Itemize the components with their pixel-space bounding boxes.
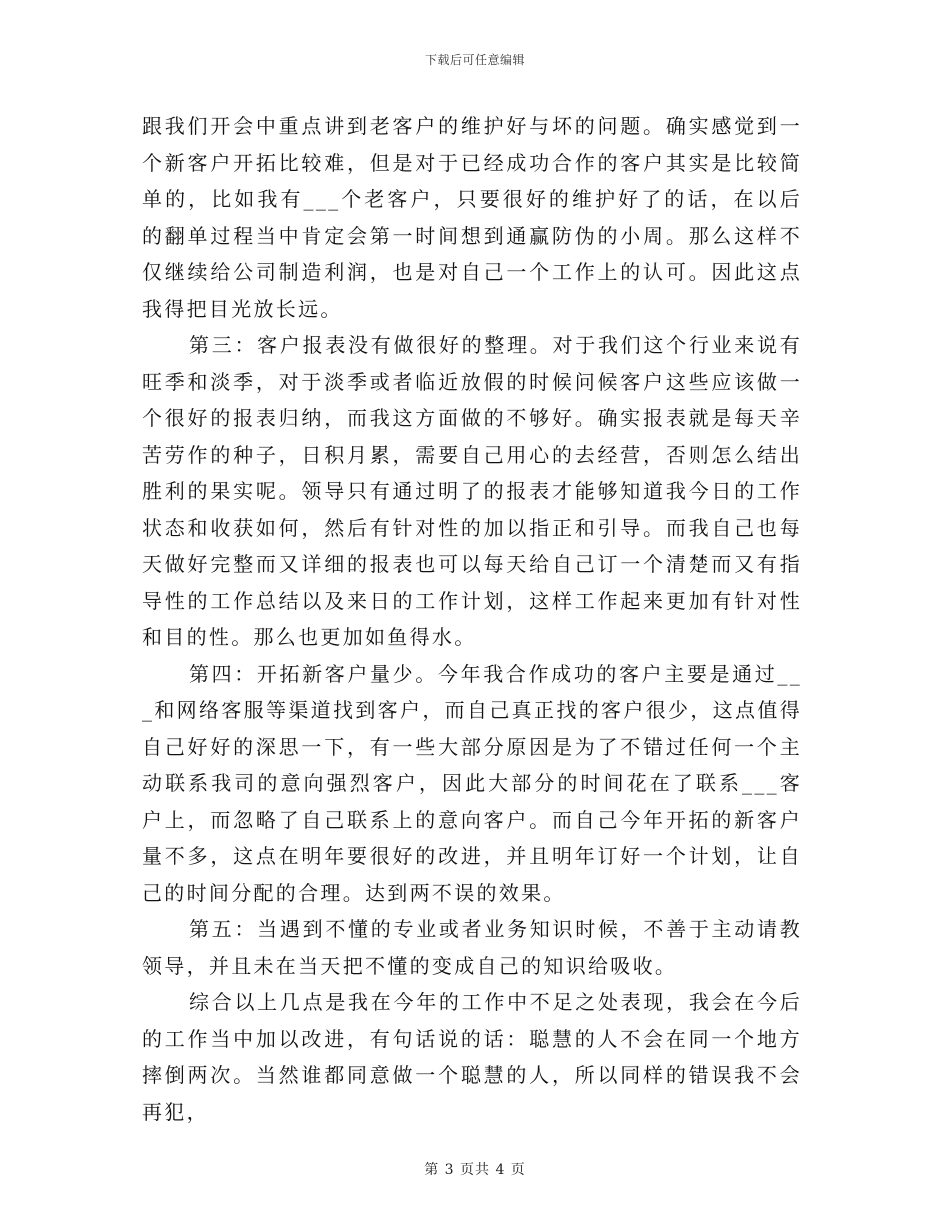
page-header: 下载后可任意编辑 [424,53,525,67]
paragraph-continuation: 跟我们开会中重点讲到老客户的维护好与坏的问题。确实感觉到一个新客户开拓比较难，但是对于已经成功合作的客户其实是比较简单的，比如我有___个老客户，只要很好的维护好了的话，在以后的翻单过程当中肯定会第一时间想到通赢防伪的小周。那么这样不仅继续给公司制造利润，也是对自己一个工作上的认可。因此这点我得把目光放长远。 [142,114,802,321]
document-body [142,108,802,1130]
paragraph-summary: 综合以上几点是我在今年的工作中不足之处表现，我会在今后的工作当中加以改进，有句话说的话：聪慧的人不会在同一个地方摔倒两次。当然谁都同意做一个聪慧的人，所以同样的错误我不会再犯， [142,990,802,1124]
paragraph-point-five: 第五：当遇到不懂的专业或者业务知识时候，不善于主动请教领导，并且未在当天把不懂的变成自己的知识给吸收。 [142,917,802,978]
paragraph-point-three: 第三：客户报表没有做很好的整理。对于我们这个行业来说有旺季和淡季，对于淡季或者临近放假的时候问候客户这些应该做一个很好的报表归纳，而我这方面做的不够好。确实报表就是每天辛苦劳作的种子，日积月累，需要自己用心的去经营，否则怎么结出胜利的果实呢。领导只有通过明了的报表才能够知道我今日的工作状态和收获如何，然后有针对性的加以指正和引导。而我自己也每天做好完整而又详细的报表也可以每天给自己订一个清楚而又有指导性的工作总结以及来日的工作计划，这样工作起来更加有针对性和目的性。那么也更加如鱼得水。 [142,333,802,649]
page-number-footer: 第 3 页共 4 页 [424,1162,526,1178]
paragraph-point-four: 第四：开拓新客户量少。今年我合作成功的客户主要是通过___和网络客服等渠道找到客户，而自己真正找的客户很少，这点值得自己好好的深思一下，有一些大部分原因是为了不错过任何一个主动联系我司的意向强烈客户，因此大部分的时间花在了联系___客户上，而忽略了自己联系上的意向客户。而自己今年开拓的新客户量不多，这点在明年要很好的改进，并且明年订好一个计划，让自己的时间分配的合理。达到两不误的效果。 [142,661,802,905]
